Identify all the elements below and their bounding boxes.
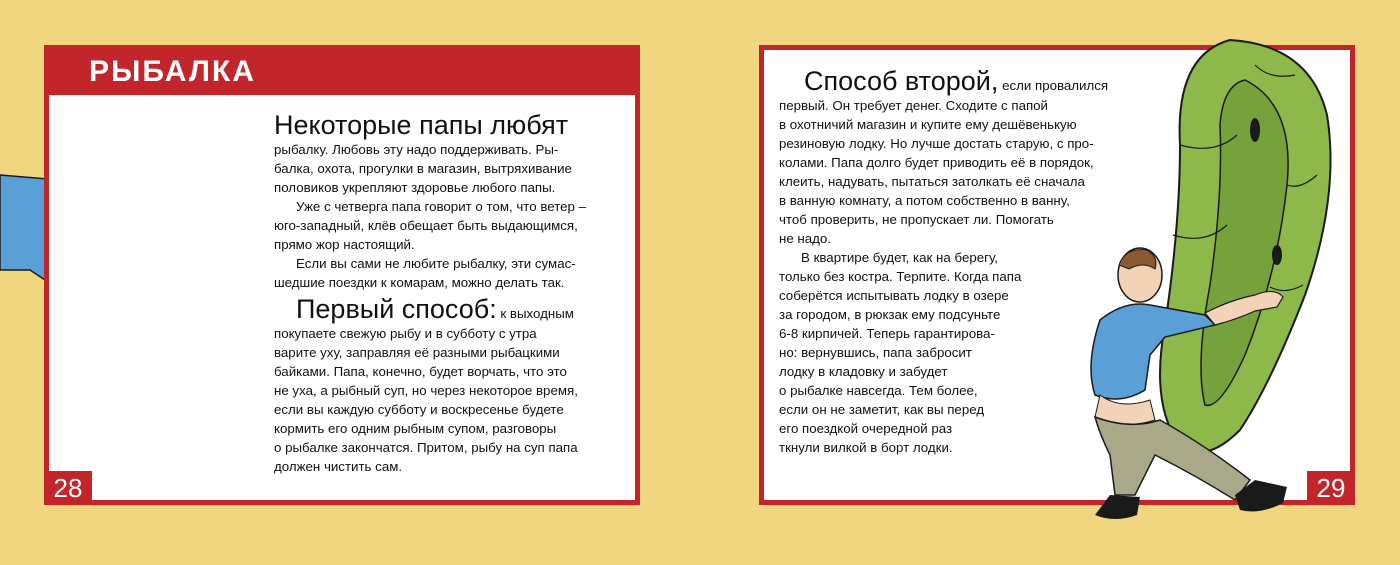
paragraph-line: юго-западный, клёв обещает быть выдающимся, (274, 218, 578, 233)
intro-line: балка, охота, прогулки в магазин, вытряхивание (274, 161, 572, 176)
paragraph-line: первый. Он требует денег. Сходите с папой (779, 98, 1048, 113)
section-header-bar (49, 50, 635, 95)
paragraph-line: в ванную комнату, а потом собственно в ванну, (779, 193, 1070, 208)
page-number: 28 (44, 471, 92, 505)
paragraph-line: лодку в кладовку и забудет (779, 364, 948, 379)
intro-line: половиков укрепляют здоровье любого папы. (274, 180, 556, 195)
paragraph-line: прямо жор настоящий. (274, 237, 415, 252)
paragraph-line: чтоб проверить, не пропускает ли. Помогать (779, 212, 1054, 227)
paragraph-line: Если вы сами не любите рыбалку, эти сумас- (296, 256, 576, 271)
method-one-first-words: к выходным (500, 306, 574, 321)
paragraph-line: варите уху, заправляя её разными рыбацкими (274, 345, 560, 360)
page-number: 29 (1307, 471, 1355, 505)
paragraph-line: шедшие поездки к комарам, можно делать так. (274, 275, 565, 290)
paragraph-line: его поездкой очередной раз (779, 421, 953, 436)
method-one-heading: Первый способ: (296, 294, 497, 324)
paragraph-line: если он не заметит, как вы перед (779, 402, 985, 417)
left-text-column (274, 110, 586, 476)
paragraph-line: ткнули вилкой в борт лодки. (779, 440, 953, 455)
paragraph-line: В квартире будет, как на берегу, (801, 250, 999, 265)
man-carrying-boat-illustration (1055, 25, 1345, 540)
paragraph-line: не уха, а рыбный суп, но через некоторое время, (274, 383, 578, 398)
paragraph-line: байками. Папа, конечно, будет ворчать, что это (274, 364, 567, 379)
paragraph-line: в охотничий магазин и купите ему дешёвенькую (779, 117, 1077, 132)
paragraph-line: 6-8 кирпичей. Теперь гарантирова- (779, 326, 995, 341)
paragraph-line: о рыбалке закончатся. Притом, рыбу на суп папа (274, 440, 578, 455)
paragraph-line: резиновую лодку. Но лучше достать старую, с про- (779, 136, 1094, 151)
method-two-heading: Способ второй, (804, 66, 999, 96)
paragraph-line: не надо. (779, 231, 832, 246)
paragraph-line: покупаете свежую рыбу и в субботу с утра (274, 326, 537, 341)
intro-line: рыбалку. Любовь эту надо поддерживать. Ры- (274, 142, 559, 157)
paragraph-line: колами. Папа долго будет приводить её в порядок, (779, 155, 1094, 170)
paragraph-line: только без костра. Терпите. Когда папа (779, 269, 1022, 284)
paragraph-line: соберётся испытывать лодку в озере (779, 288, 1009, 303)
paragraph-line: но: вернувшись, папа забросит (779, 345, 972, 360)
paragraph-line: Уже с четверга папа говорит о том, что ветер – (296, 199, 587, 214)
paragraph-line: за городом, в рюкзак ему подсуньте (779, 307, 1001, 322)
intro-heading: Некоторые папы любят (274, 110, 569, 140)
section-title: РЫБАЛКА (89, 55, 256, 88)
left-page (44, 45, 640, 505)
paragraph-line: о рыбалке навсегда. Тем более, (779, 383, 978, 398)
paragraph-line: должен чистить сам. (274, 459, 403, 474)
paragraph-line: если вы каждую субботу и воскресенье будете (274, 402, 564, 417)
paragraph-line: кормить его одним рыбным супом, разговоры (274, 421, 557, 436)
paragraph-line: клеить, надувать, пытаться затолкать её сначала (779, 174, 1085, 189)
method-two-first-words: если провалился (1002, 78, 1109, 93)
